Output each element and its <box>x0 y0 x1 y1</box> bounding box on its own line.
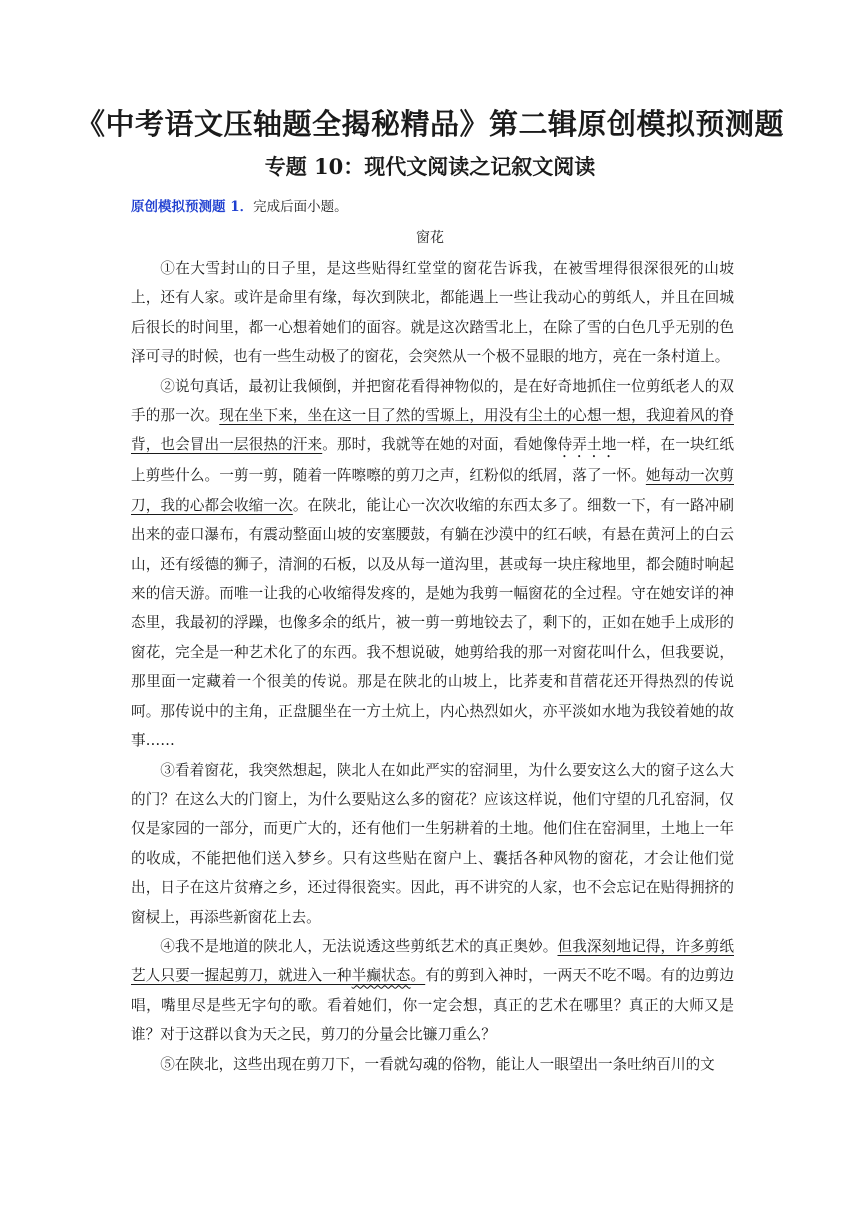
paragraph-3: ③看着窗花，我突然想起，陕北人在如此严实的窑洞里，为什么要安这么大的窗子这么大的门？在这么大的门窗上，为什么要贴这么多的窗花？应该这样说，他们守望的几孔窑洞，仅仅是家园的一部分，而更广大的，还有他们一生躬耕着的土地。他们住在窑洞里，土地上一年的收成，不能把他们送入梦乡。只有这些贴在窗户上、囊括各种风物的窗花，才会让他们觉出，日子在这片贫瘠之乡，还过得很瓷实。因此，再不讲究的人家，也不会忘记在贴得拥挤的窗棂上，再添些新窗花上去。 <box>131 761 734 926</box>
wavy-underlined-phrase: 半癫状态 <box>351 967 411 985</box>
p4-text-b: 有的剪到入神时，一两天不吃不喝。有的边剪边唱，嘴里尽是些无字句的歌。看着她们，你一定会想，真正的艺术在哪里？真正的大师又是谁？对于这群以食为天之民，剪刀的分量会比镰刀重么？ <box>131 967 734 1044</box>
document-title: 《中考语文压轴题全揭秘精品》第二辑原创模拟预测题 <box>75 107 784 141</box>
p2-text-a: ②说句真话，最初让我倾倒，并把窗花看得神物似的，是在好奇地抓住一位剪纸老人的双手的那一次。 <box>131 377 734 425</box>
p2-text-d: 。在陕北，能让心一次次收缩的东西太多了。细数一下，有一路冲刷出来的壶口瀑布，有震动整面山坡的安塞腰鼓，有躺在沙漠中的红石峡，有悬在黄河上的白云山，还有绥德的狮子，清涧的石板，以及从每一道沟里，甚或每一块庄稼地里，都会随时响起来的信天游。而唯一让我的心收缩得发疼的，是她为我剪一幅窗花的全过程。守在她安详的神态里，我最初的浮躁，也像多余的纸片，被一剪一剪地铰去了，剩下的，正如在她手上成形的窗花，完全是一种艺术化了的东西。我不想说破，她剪给我的那一对窗花叫什么，但我要说，那里面一定藏着一个很美的传说。那是在陕北的山坡上，比荞麦和苜蓿花还开得热烈的传说呵。那传说中的主角，正盘腿坐在一方土炕上，内心热烈如火，亦平淡如水地为我铰着她的故事…… <box>131 496 734 750</box>
paragraph-2 <box>131 372 734 756</box>
passage-title: 窗花 <box>416 230 444 246</box>
p4-text-a: ④我不是地道的陕北人，无法说透这些剪纸艺术的真正奥妙。 <box>160 937 558 955</box>
question-label: 原创模拟预测题 1． <box>131 199 254 215</box>
paragraph-1: ①在大雪封山的日子里，是这些贴得红堂堂的窗花告诉我，在被雪埋得很深很死的山坡上，还有人家。或许是命里有缘，每次到陕北，都能遇上一些让我动心的剪纸人，并且在回城后很长的时间里，都一心想着她们的面容。就是这次踏雪北上，在除了雪的白色几乎无别的色泽可寻的时候，也有一些生动极了的窗花，会突然从一个极不显眼的地方，亮在一条村道上。 <box>131 260 734 366</box>
underlined-sentence-3-part-2: 。 <box>410 967 426 985</box>
question-instruction: 完成后面小题。 <box>253 199 348 215</box>
p2-text-c: 一样，在一块红纸上剪些什么。一剪一剪，随着一阵嚓嚓的剪刀之声，红粉似的纸屑，落了一怀。 <box>131 436 734 485</box>
underlined-sentence-1: 现在坐下来，坐在这一目了然的雪塬上，用没有尘土的心想一想，我迎着风的脊背，也会冒出一层很热的汗来 <box>131 407 734 454</box>
p2-text-b: 。那时，我就等在她的对面，看她像 <box>322 436 558 454</box>
dotted-phrase: 侍弄土地 <box>557 436 617 454</box>
question-line <box>131 197 348 217</box>
underlined-sentence-2: 她每动一次剪刀，我的心都会收缩一次 <box>131 467 734 514</box>
paragraph-5: ⑤在陕北，这些出现在剪刀下，一看就勾魂的俗物，能让人一眼望出一条吐纳百川的文 <box>160 1055 715 1073</box>
document-subtitle: 专题 10：现代文阅读之记叙文阅读 <box>264 154 596 179</box>
paragraph-4 <box>131 932 734 1050</box>
underlined-sentence-3-part-1: 但我深刻地记得，许多剪纸艺人只要一握起剪刀，就进入一种 <box>131 937 734 985</box>
passage-body <box>131 254 734 1079</box>
